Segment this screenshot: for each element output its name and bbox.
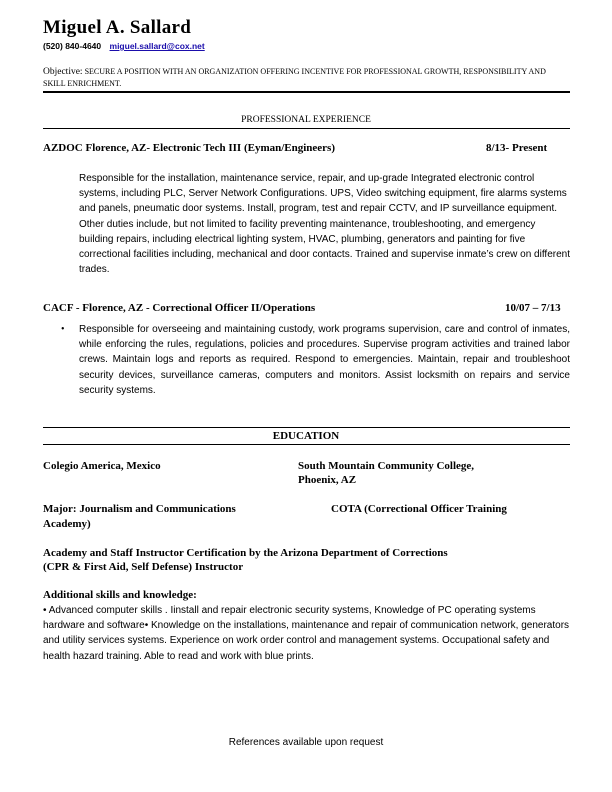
school-colegio-america: Colegio America, Mexico [43, 460, 161, 472]
job-heading-azdoc: AZDOC Florence, AZ- Electronic Tech III (Eyman/Engineers) [43, 142, 336, 154]
job-description-azdoc: Responsible for the installation, maintenance service, repair, and up-grade Integrated electronic control systems, including PLC, Server Network Configurations. UPS, Video switching equipment, fire alarms systems and panels, pneumatic door systems. Install, program, test and repair CCTV, and IP surveillance equipment. Other duties include, but not limited to facility preventing maintenance, troubleshooting, and emergency building repairs, including electrical lighting system, HVAC, plumbing, generators and painting for five correctional facilities including, mechanical and door contacts. Trained and supervise inmate’s crew on different trades. [79, 173, 571, 276]
cota-training: COTA (Correctional Officer Training [331, 503, 507, 515]
school-south-mountain-line2: Phoenix, AZ [298, 474, 357, 486]
skills-text: • Advanced computer skills . Iinstall and repair electronic security systems, Knowledge of PC operating systems hardware and software• Knowledge on the installations, maintenance and repair of communication network, generators and utility services systems. Experience on work order control and management systems. Occupational safety and health hazard training. Able to read and work with blue prints. [43, 605, 570, 662]
major-line1: Major: Journalism and Communications [43, 503, 236, 515]
certification-line2: (CPR & First Aid, Self Defense) Instructor [43, 561, 244, 573]
references-note: References available upon request [228, 737, 384, 748]
experience-title: PROFESSIONAL EXPERIENCE [241, 115, 371, 125]
header-divider [43, 91, 570, 93]
candidate-name: Miguel A. Sallard [43, 17, 192, 38]
objective-text: SECURE A POSITION WITH AN ORGANIZATION OFFERING INCENTIVE FOR PROFESSIONAL GROWTH, RESPONSIBILITY AND SKILL ENRICHMENT. [43, 67, 546, 88]
job-date-cacf: 10/07 – 7/13 [505, 302, 561, 314]
education-top-divider [43, 427, 570, 428]
education-title: EDUCATION [272, 430, 340, 442]
objective [43, 66, 568, 90]
school-south-mountain-line1: South Mountain Community College, [298, 460, 475, 472]
contact-line [43, 41, 205, 51]
email-link[interactable]: miguel.sallard@cox.net [109, 41, 205, 51]
phone-number: (520) 840-4640 [43, 41, 102, 51]
bullet-icon: • [61, 324, 65, 335]
certification-line1: Academy and Staff Instructor Certification by the Arizona Department of Corrections [43, 547, 448, 559]
experience-divider [43, 128, 570, 129]
skills-title: Additional skills and knowledge: [43, 589, 197, 601]
job-description-cacf: Responsible for overseeing and maintaining custody, work programs supervision, care and control of inmates, while enforcing the rules, regulations, policies and procedures. Supervise program activities and trained labor crews. Maintain logs and reports as required. Respond to emergencies. Maintain, repair and troubleshoot security devices, surveillance cameras, computers and monitors. Assist locksmith on repairs and service security systems. [79, 324, 570, 396]
job-heading-cacf: CACF - Florence, AZ - Correctional Officer II/Operations [43, 302, 316, 314]
major-line2: Academy) [43, 518, 91, 530]
education-bottom-divider [43, 444, 570, 445]
job-date-azdoc: 8/13- Present [486, 142, 548, 154]
objective-label: Objective: [43, 67, 83, 77]
